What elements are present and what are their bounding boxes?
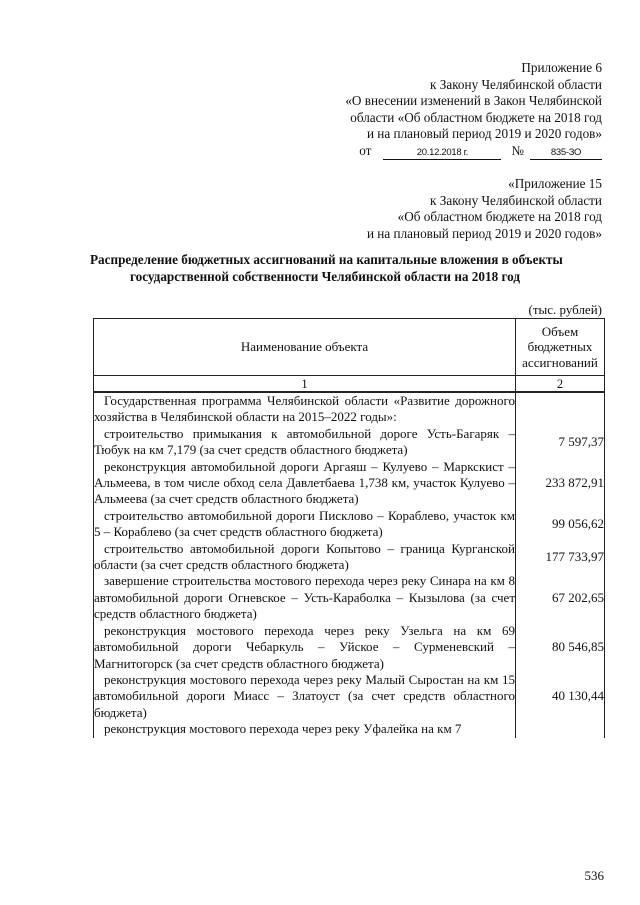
object-name: завершение строительства мостового перехода через реку Синара на км 8 автомобильной дороги Огневское – Усть-Караболка – Кызылова (за счет средств областного бюджета) bbox=[94, 573, 515, 622]
table-row bbox=[94, 426, 605, 459]
number-sign: № bbox=[511, 142, 524, 158]
object-name: строительство автомобильной дороги Писклово – Кораблево, участок км 5 – Кораблево (за счет средств областного бюджета) bbox=[94, 507, 515, 540]
annex-header-line: «Об областном бюджете на 2018 год bbox=[397, 209, 602, 225]
allocation-value: 80 546,85 bbox=[516, 623, 605, 672]
title-line: государственной собственности Челябинской области на 2018 год bbox=[129, 268, 521, 284]
allocation-value bbox=[516, 392, 605, 426]
object-name: строительство автомобильной дороги Копытово – граница Курганской области (за счет средств областного бюджета) bbox=[94, 540, 515, 573]
table-row bbox=[94, 721, 605, 737]
allocation-value: 67 202,65 bbox=[516, 573, 605, 622]
table-row bbox=[94, 392, 605, 426]
table-row bbox=[94, 508, 605, 541]
units-label: (тыс. рублей) bbox=[528, 302, 602, 317]
appendix-header bbox=[272, 60, 602, 160]
allocation-value: 7 597,37 bbox=[516, 426, 605, 459]
object-name: реконструкция мостового перехода через реку Уфалейка на км 7 bbox=[94, 721, 516, 737]
title-line: Распределение бюджетных ассигнований на капитальные вложения в объекты bbox=[90, 252, 563, 267]
allocation-value: 99 056,62 bbox=[516, 508, 605, 541]
appendix-header-line: Приложение 6 bbox=[521, 60, 602, 75]
column-header-volume-line: Объем bbox=[541, 323, 579, 339]
allocation-value: 233 872,91 bbox=[516, 459, 605, 508]
column-header-volume bbox=[516, 319, 605, 376]
annex-header-line: и на плановый период 2019 и 2020 годов» bbox=[366, 225, 602, 241]
appendix-header-line: области «Об областном бюджете на 2018 год bbox=[350, 109, 602, 125]
allocation-value: 177 733,97 bbox=[516, 541, 605, 574]
column-number: 2 bbox=[516, 376, 605, 393]
column-number-row bbox=[94, 376, 605, 393]
from-label: от bbox=[359, 142, 372, 158]
allocation-value bbox=[516, 721, 605, 737]
annex-header-line: к Закону Челябинской области bbox=[430, 192, 602, 208]
law-date: 20.12.2018 г. bbox=[383, 147, 501, 160]
appendix-header-line: и на плановый период 2019 и 2020 годов» bbox=[366, 126, 602, 142]
object-name: строительство примыкания к автомобильной дороге Усть-Багаряк – Тюбук на км 7,179 (за счет средств областного бюджета) bbox=[94, 425, 515, 458]
law-signature-line bbox=[272, 143, 602, 160]
column-header-volume-line: бюджетных bbox=[527, 339, 593, 355]
table-row bbox=[94, 672, 605, 721]
appendix-header-line: «О внесении изменений в Закон Челябинской bbox=[345, 93, 602, 109]
appendix-header-line: к Закону Челябинской области bbox=[430, 76, 602, 92]
allocation-value: 40 130,44 bbox=[516, 672, 605, 721]
table-row bbox=[94, 459, 605, 508]
table-row bbox=[94, 541, 605, 574]
column-header-volume-line: ассигнований bbox=[522, 354, 598, 370]
table-row bbox=[94, 573, 605, 622]
table-row bbox=[94, 623, 605, 672]
column-number: 1 bbox=[94, 376, 516, 393]
object-name: реконструкция мостового перехода через реку Малый Сыростан на км 15 автомобильной дороги Миасс – Златоуст (за счет средств областного бюджета) bbox=[94, 671, 515, 720]
document-title bbox=[90, 252, 563, 285]
object-name: реконструкция мостового перехода через реку Узельга на км 69 автомобильной дороги Чебаркуль – Уйское – Сурменевский – Магнитогорск (за счет средств областного бюджета) bbox=[94, 622, 515, 671]
annex-header bbox=[272, 176, 602, 242]
object-name: реконструкция автомобильной дороги Аргаяш – Кулуево – Маркскист – Альмеева, в том числе обход села Давлетбаева 1,738 км, участок Кулуево – Альмеева (за счет средств областного бюджета) bbox=[94, 458, 515, 507]
table-header-row bbox=[94, 319, 605, 376]
column-header-name: Наименование объекта bbox=[94, 319, 516, 376]
object-name: Государственная программа Челябинской области «Развитие дорожного хозяйства в Челябинской области на 2015–2022 годы»: bbox=[94, 393, 515, 425]
law-number: 835-ЗО bbox=[530, 147, 602, 160]
page-number: 536 bbox=[584, 868, 604, 883]
annex-header-line: «Приложение 15 bbox=[508, 176, 602, 191]
budget-table bbox=[93, 318, 605, 738]
